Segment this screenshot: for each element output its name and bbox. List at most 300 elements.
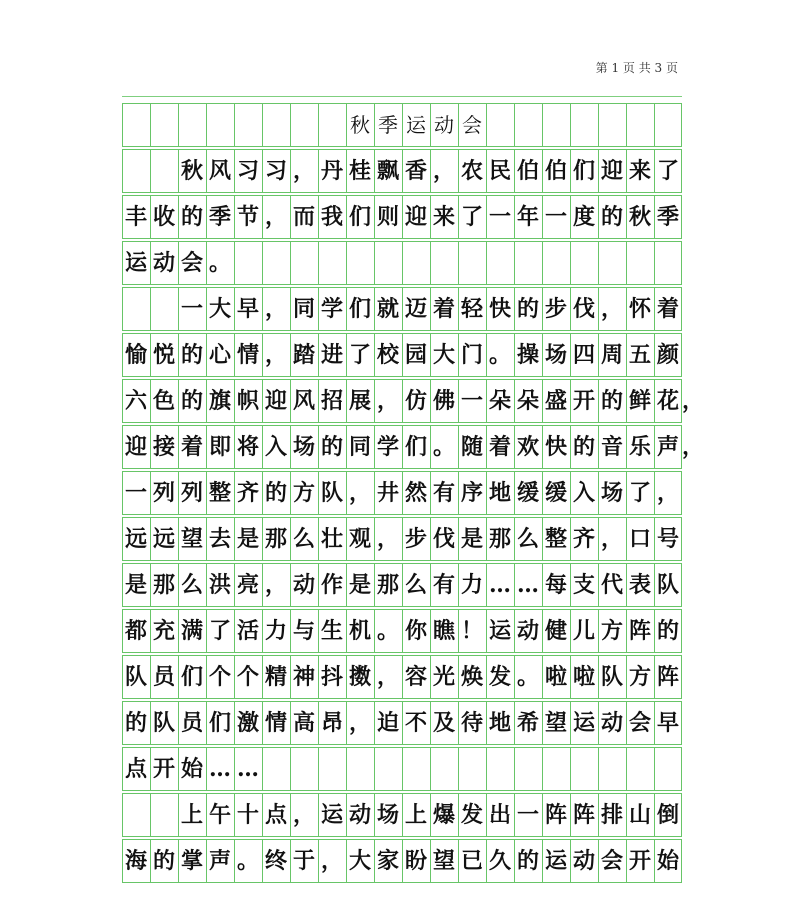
grid-char: 开: [628, 848, 651, 874]
grid-char: 桂: [348, 158, 371, 184]
grid-char: 瞧: [432, 618, 455, 644]
grid-char: ，: [264, 342, 287, 368]
grid-char: ，: [656, 480, 679, 506]
grid-char: 缓: [516, 480, 539, 506]
grid-char: 阵: [544, 802, 567, 828]
grid-char: 迎: [600, 158, 623, 184]
grid-char: 那: [152, 572, 175, 598]
empty-cell: [234, 104, 262, 146]
grid-row: [122, 609, 682, 653]
grid-char: 活: [236, 618, 259, 644]
grid-char: 始: [180, 756, 203, 782]
grid-char: 生: [320, 618, 343, 644]
grid-char: ，: [376, 388, 399, 414]
grid-char: 齐: [572, 526, 595, 552]
grid-char: 啦: [544, 664, 567, 690]
grid-char: 掌: [180, 848, 203, 874]
grid-char: 步: [544, 296, 567, 322]
grid-char: 会: [600, 848, 623, 874]
grid-char: 心: [208, 342, 231, 368]
grid-char: 个: [208, 664, 231, 690]
grid-char: 的: [516, 296, 539, 322]
grid-char: 于: [292, 848, 315, 874]
grid-char: 的: [180, 342, 203, 368]
empty-cell: [290, 104, 318, 146]
grid-char: 盛: [544, 388, 567, 414]
grid-char: 着: [432, 296, 455, 322]
grid-char: 排: [600, 802, 623, 828]
grid-char: 同: [292, 296, 315, 322]
grid-char: 那: [376, 572, 399, 598]
grid-char: 的: [600, 388, 623, 414]
grid-char: 色: [152, 388, 175, 414]
grid-char: 季: [656, 204, 679, 230]
grid-char: 招: [320, 388, 343, 414]
grid-char: 声: [656, 434, 679, 460]
grid-char: 们: [404, 434, 427, 460]
grid-row: [122, 793, 682, 837]
grid-char: 阵: [656, 664, 679, 690]
grid-char: 则: [376, 204, 399, 230]
row-text: [122, 748, 262, 790]
grid-char: 香: [404, 158, 427, 184]
empty-cell: [318, 104, 346, 146]
grid-char: 声: [208, 848, 231, 874]
grid-char: 大: [348, 848, 371, 874]
grid-char: 有: [432, 480, 455, 506]
grid-char: 愉: [124, 342, 147, 368]
grid-char: 充: [152, 618, 175, 644]
grid-char: 员: [152, 664, 175, 690]
grid-char: 伯: [544, 158, 567, 184]
grid-char: 的: [180, 204, 203, 230]
grid-char: 动: [600, 710, 623, 736]
grid-char: 已: [460, 848, 483, 874]
grid-char: 力: [460, 572, 483, 598]
grid-char: 大: [432, 342, 455, 368]
grid-char: 们: [572, 158, 595, 184]
grid-char: 是: [460, 526, 483, 552]
row-text: [122, 288, 682, 330]
grid-char: 一: [516, 802, 539, 828]
grid-char: ，: [264, 296, 287, 322]
row-text: [122, 472, 682, 514]
grid-char: 鲜: [628, 388, 651, 414]
grid-char: 久: [488, 848, 511, 874]
grid-char: 操: [516, 342, 539, 368]
grid-char: 秋: [628, 204, 651, 230]
grid-char: 终: [264, 848, 287, 874]
grid-char: ，: [264, 204, 287, 230]
grid-char: 整: [208, 480, 231, 506]
grid-char: 的: [600, 204, 623, 230]
grid-char: ，: [432, 158, 455, 184]
grid-char: 风: [292, 388, 315, 414]
grid-char: 抖: [320, 664, 343, 690]
grid-char: 望: [544, 710, 567, 736]
grid-char: 列: [152, 480, 175, 506]
row-text: [122, 656, 682, 698]
grid-char: 音: [600, 434, 623, 460]
grid-char: 季: [208, 204, 231, 230]
grid-char: 高: [292, 710, 315, 736]
grid-char: 迎: [124, 434, 147, 460]
grid-char: 点: [264, 802, 287, 828]
grid-char: 。: [488, 342, 511, 368]
grid-char: ，: [376, 526, 399, 552]
grid-char: 擞: [348, 664, 371, 690]
grid-char: 入: [264, 434, 287, 460]
grid-char: 了: [348, 342, 371, 368]
grid-char: 与: [292, 618, 315, 644]
row-text: [122, 196, 682, 238]
grid-char: 六: [124, 388, 147, 414]
grid-char: 么: [292, 526, 315, 552]
grid-char: ！: [460, 618, 483, 644]
grid-char: 代: [600, 572, 623, 598]
grid-char: 然: [404, 480, 427, 506]
grid-char: 运: [572, 710, 595, 736]
grid-char: 么: [180, 572, 203, 598]
row-text: [122, 564, 682, 606]
grid-char: 来: [628, 158, 651, 184]
grid-char: 十: [236, 802, 259, 828]
grid-char: 动: [572, 848, 595, 874]
grid-char: 的: [516, 848, 539, 874]
empty-cell: [262, 104, 290, 146]
grid-char: ，: [264, 572, 287, 598]
grid-char: 了: [656, 158, 679, 184]
grid-char: 家: [376, 848, 399, 874]
empty-cell: [150, 288, 178, 330]
grid-char: 而: [292, 204, 315, 230]
grid-char: 口: [628, 526, 651, 552]
empty-cell: [150, 150, 178, 192]
empty-cell: [122, 794, 150, 836]
grid-char: 动: [292, 572, 315, 598]
grid-char: 帜: [236, 388, 259, 414]
grid-char: 。: [516, 664, 539, 690]
grid-char: 一: [488, 204, 511, 230]
grid-char: 支: [572, 572, 595, 598]
grid-char: 场: [544, 342, 567, 368]
grid-char: 么: [404, 572, 427, 598]
grid-char: 阵: [628, 618, 651, 644]
grid-row: [122, 563, 682, 607]
row-text: [122, 518, 682, 560]
grid-char: 季: [378, 113, 398, 137]
grid-char: 丰: [124, 204, 147, 230]
grid-char: 随: [460, 434, 483, 460]
grid-char: 队: [320, 480, 343, 506]
row-text: [122, 702, 682, 744]
grid-char: 队: [152, 710, 175, 736]
grid-char: 园: [404, 342, 427, 368]
grid-char: 精: [264, 664, 287, 690]
grid-char: 乐: [628, 434, 651, 460]
grid-char: 那: [488, 526, 511, 552]
grid-char: 习: [264, 158, 287, 184]
grid-char: 门: [460, 342, 483, 368]
grid-char: 作: [320, 572, 343, 598]
grid-char: 了: [460, 204, 483, 230]
grid-char: 上: [404, 802, 427, 828]
grid-char: 及: [432, 710, 455, 736]
grid-char: 个: [236, 664, 259, 690]
empty-cell: [178, 104, 206, 146]
grid-char: 山: [628, 802, 651, 828]
grid-char: 运: [320, 802, 343, 828]
grid-char: 踏: [292, 342, 315, 368]
grid-char: 希: [516, 710, 539, 736]
grid-char: 方: [628, 664, 651, 690]
grid-char: 运: [406, 113, 426, 137]
grid-char: 你: [404, 618, 427, 644]
grid-char: 着: [488, 434, 511, 460]
grid-char: 学: [320, 296, 343, 322]
page-number: 第 1 页 共 3 页: [595, 61, 678, 75]
grid-char: ，: [682, 388, 705, 414]
grid-char: 倒: [656, 802, 679, 828]
grid-char: 号: [656, 526, 679, 552]
grid-char: 上: [180, 802, 203, 828]
grid-char: 开: [572, 388, 595, 414]
grid-char: 动: [516, 618, 539, 644]
grid-char: 秋: [350, 113, 370, 137]
grid-row: [122, 839, 682, 883]
grid-char: 情: [236, 342, 259, 368]
grid-char: ，: [320, 848, 343, 874]
grid-char: 。: [376, 618, 399, 644]
grid-row: [122, 241, 682, 285]
grid-char: 了: [628, 480, 651, 506]
grid-char: 们: [180, 664, 203, 690]
grid-char: 的: [180, 388, 203, 414]
grid-char: 一: [460, 388, 483, 414]
grid-char: 怀: [628, 296, 651, 322]
grid-char: 昂: [320, 710, 343, 736]
grid-char: 轻: [460, 296, 483, 322]
grid-char: 观: [348, 526, 371, 552]
grid-char: 伯: [516, 158, 539, 184]
grid-char: 满: [180, 618, 203, 644]
grid-char: 是: [124, 572, 147, 598]
grid-char: 一: [124, 480, 147, 506]
row-text: [122, 426, 705, 468]
grid-row: [122, 655, 682, 699]
grid-char: 有: [432, 572, 455, 598]
grid-row: [122, 379, 705, 423]
grid-paper-sheet: [122, 96, 705, 907]
grid-char: 去: [208, 526, 231, 552]
grid-char: 发: [460, 802, 483, 828]
grid-char: 佛: [432, 388, 455, 414]
grid-char: 出: [488, 802, 511, 828]
grid-char: 校: [376, 342, 399, 368]
grid-char: 那: [264, 526, 287, 552]
grid-char: 即: [208, 434, 231, 460]
grid-char: 收: [152, 204, 175, 230]
grid-char: 节: [236, 204, 259, 230]
grid-char: 场: [292, 434, 315, 460]
grid-char: 。: [208, 250, 231, 276]
grid-char: 洪: [208, 572, 231, 598]
grid-char: 缓: [544, 480, 567, 506]
grid-char: 同: [348, 434, 371, 460]
grid-char: 整: [544, 526, 567, 552]
grid-char: 方: [292, 480, 315, 506]
empty-cell: [150, 794, 178, 836]
grid-char: ，: [348, 480, 371, 506]
grid-char: 朵: [488, 388, 511, 414]
grid-char: 神: [292, 664, 315, 690]
grid-char: 么: [516, 526, 539, 552]
grid-char: 列: [180, 480, 203, 506]
grid-char: ，: [600, 296, 623, 322]
row-text: [122, 150, 682, 192]
grid-char: ，: [292, 158, 315, 184]
grid-char: 周: [600, 342, 623, 368]
grid-char: 儿: [572, 618, 595, 644]
grid-char: 将: [236, 434, 259, 460]
grid-row: [122, 333, 682, 377]
grid-char: 迈: [404, 296, 427, 322]
grid-row: [122, 701, 682, 745]
grid-char: 早: [656, 710, 679, 736]
grid-char: 是: [236, 526, 259, 552]
grid-char: 场: [600, 480, 623, 506]
grid-char: 飘: [376, 158, 399, 184]
grid-char: 望: [432, 848, 455, 874]
grid-char: 动: [348, 802, 371, 828]
grid-char: 着: [180, 434, 203, 460]
grid-char: 快: [544, 434, 567, 460]
grid-row: [122, 425, 705, 469]
grid-char: 们: [348, 296, 371, 322]
grid-char: 。: [432, 434, 455, 460]
grid-char: 快: [488, 296, 511, 322]
grid-char: 年: [516, 204, 539, 230]
grid-char: 展: [348, 388, 371, 414]
grid-char: …: [489, 572, 511, 598]
grid-char: ，: [348, 710, 371, 736]
grid-char: 入: [572, 480, 595, 506]
grid-char: 的: [320, 434, 343, 460]
grid-char: 五: [628, 342, 651, 368]
grid-char: 伐: [572, 296, 595, 322]
title-row: [122, 103, 682, 147]
grid-char: 旗: [208, 388, 231, 414]
grid-char: 我: [320, 204, 343, 230]
grid-char: 进: [320, 342, 343, 368]
grid-char: 仿: [404, 388, 427, 414]
grid-char: 午: [208, 802, 231, 828]
row-text: [122, 610, 682, 652]
row-text: [122, 334, 682, 376]
grid-char: 的: [124, 710, 147, 736]
grid-row: [122, 747, 682, 791]
grid-char: 就: [376, 296, 399, 322]
grid-char: 地: [488, 710, 511, 736]
grid-char: 四: [572, 342, 595, 368]
grid-char: 动: [152, 250, 175, 276]
grid-char: 远: [152, 526, 175, 552]
grid-char: 民: [488, 158, 511, 184]
grid-char: 机: [348, 618, 371, 644]
grid-char: 花: [656, 388, 679, 414]
grid-char: 点: [124, 756, 147, 782]
grid-char: 开: [152, 756, 175, 782]
grid-char: 了: [208, 618, 231, 644]
grid-char: 亮: [236, 572, 259, 598]
grid-char: …: [209, 756, 231, 782]
grid-char: 焕: [460, 664, 483, 690]
grid-char: 健: [544, 618, 567, 644]
grid-char: 动: [434, 113, 454, 137]
grid-char: 盼: [404, 848, 427, 874]
grid-row: [122, 149, 682, 193]
grid-char: 会: [628, 710, 651, 736]
row-text: [122, 242, 234, 284]
grid-char: 一: [544, 204, 567, 230]
empty-cell: [122, 288, 150, 330]
grid-char: 都: [124, 618, 147, 644]
grid-char: ，: [376, 664, 399, 690]
grid-char: 不: [404, 710, 427, 736]
grid-char: 员: [180, 710, 203, 736]
grid-char: 着: [656, 296, 679, 322]
row-text: [122, 794, 682, 836]
grid-char: 每: [544, 572, 567, 598]
grid-char: 队: [124, 664, 147, 690]
grid-char: 齐: [236, 480, 259, 506]
grid-char: 伐: [432, 526, 455, 552]
grid-char: 运: [124, 250, 147, 276]
grid-char: 表: [628, 572, 651, 598]
grid-char: 阵: [572, 802, 595, 828]
grid-char: 的: [572, 434, 595, 460]
grid-char: 接: [152, 434, 175, 460]
grid-char: 学: [376, 434, 399, 460]
grid-char: 习: [236, 158, 259, 184]
grid-char: 。: [236, 848, 259, 874]
empty-cell: [206, 104, 234, 146]
grid-char: 会: [180, 250, 203, 276]
grid-char: 发: [488, 664, 511, 690]
grid-char: 的: [152, 848, 175, 874]
grid-char: 海: [124, 848, 147, 874]
grid-char: 远: [124, 526, 147, 552]
grid-char: 颜: [656, 342, 679, 368]
grid-char: …: [237, 756, 259, 782]
grid-char: ，: [600, 526, 623, 552]
grid-char: 秋: [180, 158, 203, 184]
grid-row: [122, 517, 682, 561]
grid-char: 悦: [152, 342, 175, 368]
grid-char: 迫: [376, 710, 399, 736]
empty-cell: [122, 150, 150, 192]
grid-row: [122, 195, 682, 239]
grid-row: [122, 471, 682, 515]
grid-char: 情: [264, 710, 287, 736]
grid-char: 早: [236, 296, 259, 322]
empty-cell: [122, 104, 150, 146]
grid-char: 迎: [264, 388, 287, 414]
row-text: [122, 380, 705, 422]
grid-char: 欢: [516, 434, 539, 460]
essay-title: [122, 104, 486, 146]
grid-char: 队: [656, 572, 679, 598]
